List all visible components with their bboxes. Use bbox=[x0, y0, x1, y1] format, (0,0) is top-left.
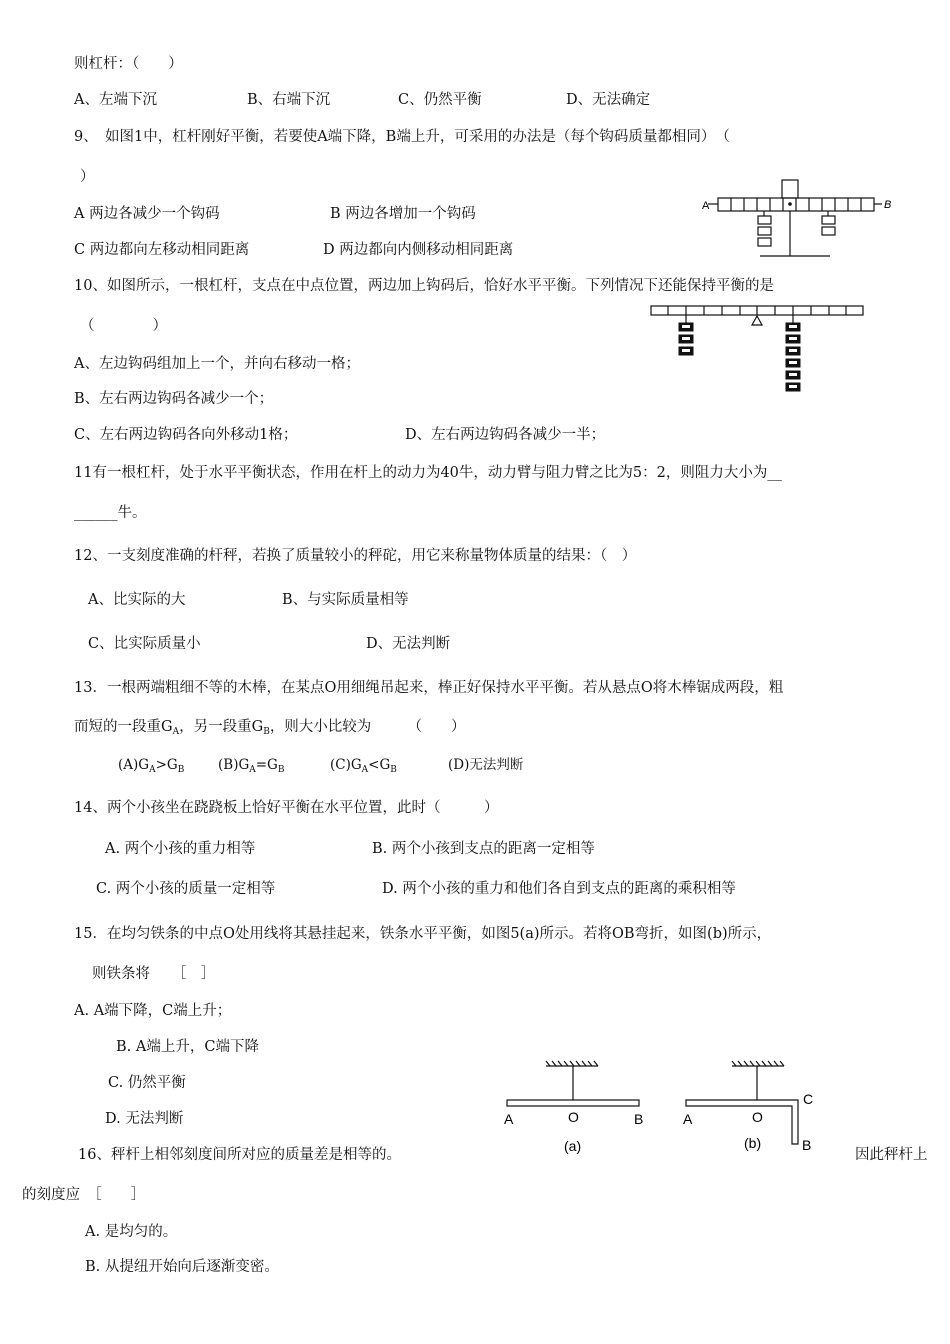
q8-stem-tail: 则杠杆：（ ） bbox=[74, 56, 183, 72]
fig5b-caption: (b) bbox=[744, 1135, 762, 1151]
q10-option-d: D、左右两边钩码各减少一半； bbox=[405, 427, 606, 443]
q10-option-a: A、左边钩码组加上一个，并向右移动一格； bbox=[74, 356, 360, 372]
q13-option-d: (D)无法判断 bbox=[448, 757, 524, 773]
fig5b-label-a: A bbox=[683, 1111, 693, 1127]
q10-option-b: B、左右两边钩码各减少一个； bbox=[74, 391, 274, 407]
fig5b-label-o: O bbox=[752, 1109, 763, 1125]
q15-option-c: C. 仍然平衡 bbox=[108, 1075, 186, 1091]
q11-tail: ______牛。 bbox=[74, 505, 147, 521]
q8-option-c: C、仍然平衡 bbox=[398, 92, 482, 108]
q14-option-a: A. 两个小孩的重力相等 bbox=[105, 841, 256, 857]
fig1-label-left: A bbox=[702, 200, 710, 212]
q12-option-c: C、比实际质量小 bbox=[88, 636, 201, 652]
q14-option-c: C. 两个小孩的质量一定相等 bbox=[96, 881, 276, 897]
q12-option-a: A、比实际的大 bbox=[88, 592, 186, 608]
q15-option-a: A. A端下降，C端上升； bbox=[74, 1003, 232, 1019]
q13-stem: 13．一根两端粗细不等的木棒，在某点O用细绳吊起来，棒正好保持水平平衡。若从悬点O将木棒锯成两段，粗 bbox=[74, 680, 784, 696]
q9-stem: 9、 如图1中，杠杆刚好平衡，若要使A端下降，B端上升，可采用的办法是（每个钩码质量都相同） （ bbox=[74, 129, 730, 145]
fig5b-label-c: C bbox=[803, 1091, 814, 1107]
q11-stem: 11有一根杠杆，处于水平平衡状态，作用在杆上的动力为40牛，动力臂与阻力臂之比为5：2，则阻力大小为__ bbox=[74, 465, 782, 481]
q15-option-d: D. 无法判断 bbox=[105, 1111, 184, 1127]
q8-option-d: D、无法确定 bbox=[566, 92, 651, 108]
q12-option-d: D、无法判断 bbox=[366, 636, 451, 652]
q9-option-a: A 两边各减少一个钩码 bbox=[74, 206, 220, 222]
q8-option-b: B、右端下沉 bbox=[247, 92, 331, 108]
q16-option-b: B. 从提纽开始向后逐渐变密。 bbox=[85, 1259, 279, 1275]
q16-line-2: 的刻度应 ［ ］ bbox=[22, 1187, 146, 1203]
fig5a-label-a: A bbox=[504, 1111, 514, 1127]
q10-paren: （ ） bbox=[80, 318, 167, 334]
q12-stem: 12、一支刻度准确的杆秤，若换了质量较小的秤砣，用它来称量物体质量的结果：（ ） bbox=[74, 548, 637, 564]
q15-option-b: B. A端上升，C端下降 bbox=[116, 1039, 259, 1055]
q13-option-c: $(C)G_A<G_B$ bbox=[330, 757, 397, 775]
figure-5b-bent-bar bbox=[680, 1060, 830, 1160]
figure-5a-straight-bar bbox=[500, 1060, 650, 1160]
q14-option-d: D. 两个小孩的重力和他们各自到支点的距离的乘积相等 bbox=[382, 881, 736, 897]
q15-line-2: 则铁条将 ［ ］ bbox=[92, 966, 216, 982]
q9-option-d: D 两边都向内侧移动相同距离 bbox=[323, 242, 514, 258]
q14-option-b: B. 两个小孩到支点的距离一定相等 bbox=[372, 841, 595, 857]
q10-option-c: C、左右两边钩码各向外移动1格； bbox=[74, 427, 298, 443]
q12-option-b: B、与实际质量相等 bbox=[282, 592, 409, 608]
q9-paren: ） bbox=[80, 169, 95, 185]
q13-option-b: $(B)G_A=G_B$ bbox=[218, 757, 285, 775]
q13-line-2: 而短的一段重$G_A$，另一段重$G_B$，则大小比较为 （ ） bbox=[74, 719, 466, 737]
fig5b-label-b: B bbox=[802, 1137, 812, 1153]
q16-stem: 16、秤杆上相邻刻度间所对应的质量差是相等的。 bbox=[78, 1147, 401, 1163]
fig1-label-right: B bbox=[884, 199, 892, 211]
fig5a-label-b: B bbox=[634, 1111, 644, 1127]
q16-stem-tail: 因此秤杆上 bbox=[855, 1147, 928, 1163]
figure-q10-lever bbox=[648, 303, 868, 395]
q9-option-b: B 两边各增加一个钩码 bbox=[330, 206, 476, 222]
q15-stem: 15．在均匀铁条的中点O处用线将其悬挂起来，铁条水平平衡，如图5(a)所示。若将OB弯折，如图(b)所示， bbox=[74, 926, 772, 942]
figure-1-lever bbox=[700, 176, 900, 260]
q14-stem: 14、两个小孩坐在跷跷板上恰好平衡在水平位置，此时（ ） bbox=[74, 800, 499, 816]
q9-option-c: C 两边都向左移动相同距离 bbox=[74, 242, 250, 258]
q13-option-a: $(A)G_A>G_B$ bbox=[118, 757, 185, 775]
q10-stem: 10、如图所示，一根杠杆，支点在中点位置，两边加上钩码后，恰好水平平衡。下列情况下还能保持平衡的是 bbox=[74, 278, 774, 294]
q16-option-a: A. 是均匀的。 bbox=[85, 1224, 178, 1240]
fig5a-label-o: O bbox=[568, 1109, 579, 1125]
fig5a-caption: (a) bbox=[564, 1138, 582, 1154]
q8-option-a: A、左端下沉 bbox=[74, 92, 157, 108]
